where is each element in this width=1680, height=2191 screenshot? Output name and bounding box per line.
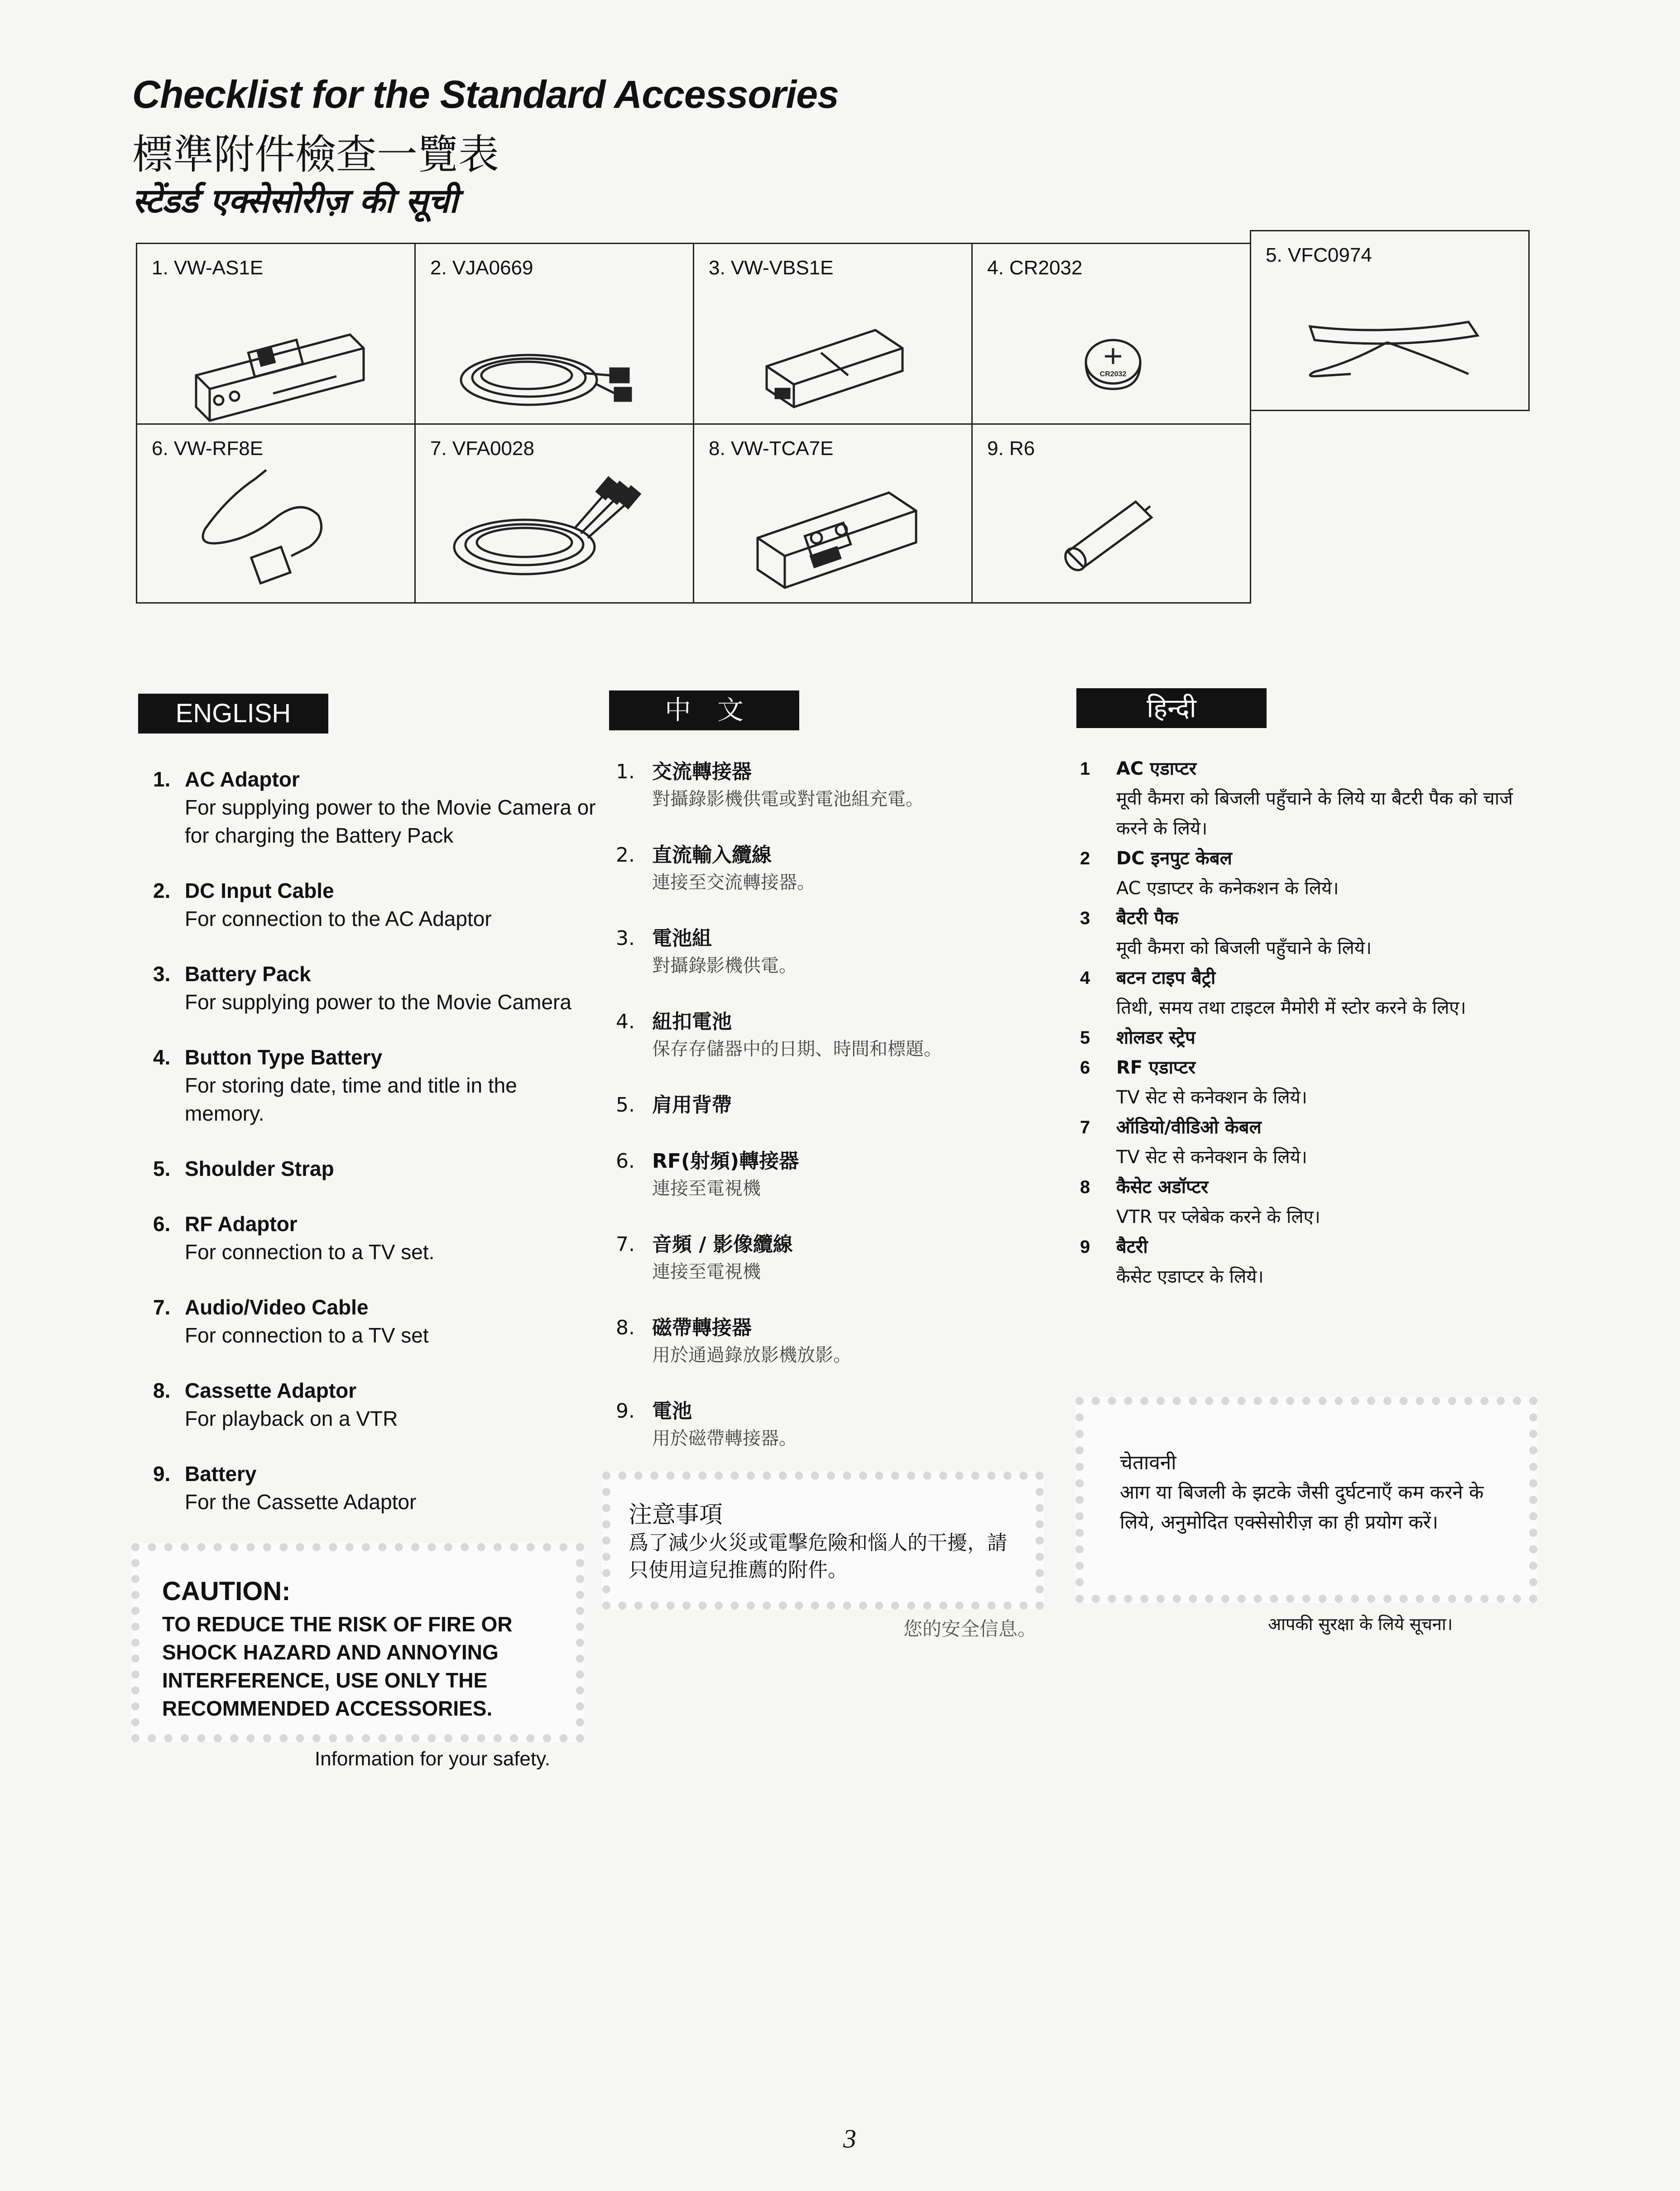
accessory-cell-7 (414, 423, 694, 604)
english-accessory-list (153, 765, 597, 1543)
page-title-hindi: स्टेंडर्ड एक्सेसोरीज़ की सूची (132, 182, 458, 221)
accessory-label: 1. VW-AS1E (152, 257, 264, 279)
list-item: 1 AC एडाप्टर मूवी कैमरा को बिजली पहुँचाने के लिये या बैटरी पैक को चार्ज करने के लिये। (1080, 758, 1513, 839)
accessory-cell-1 (136, 243, 416, 425)
av-cable-icon (416, 425, 696, 605)
caution-title: CAUTION: (162, 1577, 291, 1606)
safety-note-english: Information for your safety. (315, 1748, 551, 1770)
accessory-cell-5 (1250, 230, 1530, 411)
caution-box-english (131, 1543, 584, 1742)
ac-adaptor-icon (137, 244, 417, 426)
list-item: 6 RF एडाप्टर TV सेट से कनेक्शन के लिये। (1080, 1057, 1307, 1108)
list-item: 2. DC Input Cable For connection to the AC Adaptor (153, 879, 492, 930)
accessory-label: 3. VW-VBS1E (709, 257, 834, 279)
list-item: 1. 交流轉接器 對攝錄影機供電或對電池組充電。 (616, 760, 924, 810)
accessories-table (136, 230, 1528, 604)
list-item: 3. Battery Pack For supplying power to the Movie Camera (153, 962, 571, 1014)
battery-marking: CR2032 (1099, 370, 1127, 378)
hindi-accessory-list (1080, 754, 1519, 1292)
caution-text: TO REDUCE THE RISK OF FIRE OR SHOCK HAZARD AND ANNOYING INTERFERENCE, USE ONLY THE RECOMMENDED ACCESSORIES. (162, 1612, 513, 1720)
rf-adaptor-icon (137, 425, 417, 605)
list-item: 4. Button Type Battery For storing date, time and title in the memory. (153, 1045, 517, 1125)
caution-box-chinese (602, 1472, 1044, 1610)
list-item: 4. 紐扣電池 保存存儲器中的日期、時間和標題。 (616, 1010, 942, 1060)
list-item: 9. 電池 用於磁帶轉接器。 (616, 1400, 797, 1449)
list-item: 5. 肩用背帶 (616, 1093, 732, 1117)
caution-text: आग या बिजली के झटके जैसी दुर्घटनाएँ कम करने के लिये, अनुमोदित एक्सेसोरीज़ का ही प्रयोग करें। (1120, 1481, 1484, 1533)
caution-text: 爲了減少火災或電擊危險和惱人的干擾，請只使用這兒推薦的附件。 (629, 1531, 1007, 1582)
caution-title: 注意事項 (629, 1501, 723, 1529)
page-title-chinese: 標準附件檢查一覽表 (132, 131, 499, 178)
list-item: 6. RF Adaptor For connection to a TV set. (153, 1212, 435, 1264)
accessory-label: 8. VW-TCA7E (709, 437, 834, 460)
safety-note-chinese: 您的安全信息。 (903, 1618, 1037, 1640)
list-item: 6. RF(射頻)轉接器 連接至電視機 (616, 1150, 799, 1199)
battery-icon (973, 425, 1253, 605)
list-item: 5 शोलडर स्ट्रेप (1080, 1027, 1195, 1048)
list-item: 9. Battery For the Cassette Adaptor (153, 1462, 417, 1514)
safety-note-hindi: आपकी सुरक्षा के लिये सूचना। (1268, 1614, 1453, 1634)
accessory-cell-9 (971, 423, 1251, 604)
accessory-cell-2 (414, 243, 694, 425)
list-item: 8. 磁帶轉接器 用於通過錄放影機放影。 (616, 1316, 851, 1366)
tab-english: ENGLISH (138, 694, 328, 734)
caution-title: चेतावनी (1120, 1451, 1176, 1474)
accessory-label: 2. VJA0669 (430, 257, 533, 279)
battery-pack-icon (694, 244, 974, 426)
accessory-label: 9. R6 (987, 437, 1035, 460)
accessory-label: 7. VFA0028 (430, 437, 534, 460)
tab-chinese: 中 文 (609, 690, 799, 730)
list-item: 9 बैटरी कैसेट एडाप्टर के लिये। (1080, 1237, 1264, 1287)
page-title: Checklist for the Standard Accessories (132, 73, 839, 116)
accessory-cell-4 (971, 243, 1251, 425)
accessory-label: 6. VW-RF8E (152, 437, 264, 460)
list-item: 4 बटन टाइप बैट्री तिथी, समय तथा टाइटल मैमोरी में स्टोर करने के लिए। (1080, 968, 1466, 1018)
button-battery-icon (973, 244, 1253, 426)
dc-cable-icon (416, 244, 696, 426)
list-item: 2 DC इनपुट केबल AC एडाप्टर के कनेकशन के लिये। (1080, 848, 1339, 899)
cassette-adaptor-icon (694, 425, 974, 605)
list-item: 5. Shoulder Strap (153, 1157, 334, 1180)
list-item: 8. Cassette Adaptor For playback on a VTR (153, 1379, 398, 1430)
page-number: 3 (843, 2124, 856, 2153)
shoulder-strap-icon (1251, 231, 1531, 412)
list-item: 3 बैटरी पैक मूवी कैमरा को बिजली पहुँचाने के लिये। (1080, 908, 1372, 959)
chinese-accessory-list (616, 758, 1046, 1481)
accessory-cell-3 (693, 243, 973, 425)
accessory-cell-6 (136, 423, 416, 604)
list-item: 1. AC Adaptor For supplying power to the Movie Camera or for charging the Battery Pack (153, 767, 596, 847)
list-item: 2. 直流輸入纜線 連接至交流轉接器。 (616, 844, 815, 893)
accessory-label: 5. VFC0974 (1266, 244, 1372, 266)
list-item: 7. 音頻 / 影像纜線 連接至電視機 (616, 1233, 793, 1282)
list-item: 8 कैसेट अडॉप्टर VTR पर प्लेबेक करने के लिए। (1080, 1177, 1320, 1227)
accessory-cell-8 (693, 423, 973, 604)
list-item: 7. Audio/Video Cable For connection to a TV set (153, 1295, 429, 1347)
list-item: 3. 電池組 對攝錄影機供電。 (616, 927, 797, 976)
accessory-label: 4. CR2032 (987, 257, 1083, 279)
list-item: 7 ऑडियो/वीडिओ केबल TV सेट से कनेक्शन के लिये। (1080, 1117, 1307, 1168)
caution-box-hindi (1075, 1397, 1537, 1603)
tab-hindi: हिन्दी (1076, 688, 1267, 728)
